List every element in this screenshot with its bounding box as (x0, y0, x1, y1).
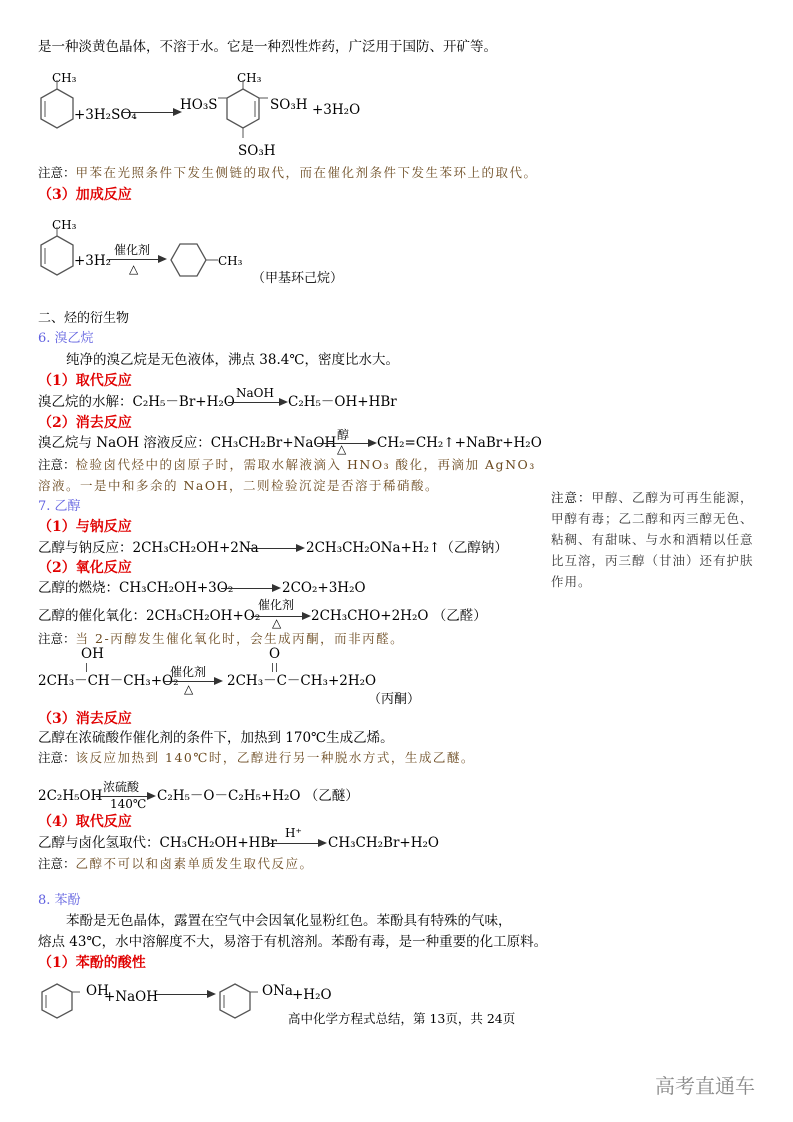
equation (38, 393, 235, 411)
paragraph: 熔点 43℃，水中溶解度不大，易溶于有机溶剂。苯酚有毒，是一种重要的化工原料。 (38, 934, 548, 950)
benzene-ring-icon (40, 88, 74, 130)
water: +H₂O (292, 987, 332, 1003)
note-text: 甲苯在光照条件下发生侧链的取代，而在催化剂条件下发生苯环上的取代。 (75, 165, 538, 180)
eq-left: CH₃CH₂OH+3O₂ (119, 580, 234, 596)
note-label: 注意： (38, 856, 76, 871)
heading: （4）取代反应 (38, 814, 132, 830)
paragraph: 苯酚是无色晶体，露置在空气中会因氧化显粉红色。苯酚具有特殊的气味， (66, 913, 512, 929)
carbonyl-oxygen: O (269, 646, 281, 662)
eq-right: CH₃CH₂Br+H₂O (328, 835, 439, 851)
note-continued: 溶液。一是中和多余的 NaOH，二则检验沉淀是否溶于稀硝酸。 (38, 478, 440, 493)
eq-right: C₂H₅－O－C₂H₅+H₂O （乙醚） (157, 788, 359, 804)
eq-left: 2C₂H₅OH (38, 788, 103, 804)
reaction-arrow (245, 548, 303, 549)
note-label: 注意： (551, 490, 592, 505)
note-text: 该反应加热到 140℃时，乙醇进行另一种脱水方式，生成乙醚。 (75, 750, 475, 765)
product-ch3: CH₃ (237, 71, 262, 85)
eq-label: 乙醇的催化氧化： (38, 608, 146, 624)
eq-right: C₂H₅－OH+HBr (288, 394, 397, 410)
condition: H⁺ (285, 826, 302, 840)
eq-label: 乙醇与卤化氢取代： (38, 835, 160, 851)
eq-right: 2CH₃CH₂ONa+H₂↑（乙醇钠） (306, 540, 508, 556)
note-label: 注意： (38, 457, 76, 472)
condition-bottom: △ (129, 262, 139, 276)
eq-label: 溴乙烷的水解： (38, 394, 133, 410)
equation (38, 579, 233, 597)
condition-bottom: △ (184, 682, 194, 696)
note-label: 注意： (38, 750, 76, 765)
reaction-arrow (267, 843, 325, 844)
eq-right: CH₂=CH₂↑+NaBr+H₂O (377, 435, 542, 451)
benzene-ring-icon (218, 983, 252, 1019)
equation (38, 434, 336, 452)
condition: NaOH (236, 386, 274, 400)
heading: （1）苯酚的酸性 (38, 955, 146, 971)
equation (38, 607, 260, 625)
eq-left: 2CH₃CH₂OH+2Na (132, 540, 259, 556)
note-label: 注意： (38, 631, 76, 646)
note-text: 乙醇不可以和卤素单质发生取代反应。 (75, 856, 314, 871)
reaction-arrow (221, 588, 279, 589)
reaction-arrow (228, 402, 286, 403)
note (38, 164, 538, 182)
eq-left: CH₃CH₂Br+NaOH (210, 435, 337, 451)
product-name: （丙酮） (368, 692, 421, 707)
section-title: 二、烃的衍生物 (38, 311, 130, 326)
benzene-ring-icon (226, 88, 260, 130)
bottom-substituent: SO₃H (238, 143, 276, 159)
condition-top: 催化剂 (114, 243, 151, 257)
note (38, 749, 475, 767)
bond-line (86, 663, 87, 672)
eq-label: 乙醇与钠反应： (38, 540, 133, 556)
benzene-ring-icon (40, 235, 74, 277)
condition-top: 催化剂 (170, 665, 207, 679)
note-text: 当 2-丙醇发生催化氧化时，会生成丙酮，而非丙醛。 (75, 631, 405, 646)
heading: （3）消去反应 (38, 711, 132, 727)
eq-right: 2CH₃CHO+2H₂O （乙醛） (311, 608, 487, 624)
water: +3H₂O (312, 102, 361, 118)
equation (38, 539, 259, 557)
intro-text: 是一种淡黄色晶体，不溶于水。它是一种烈性炸药，广泛用于国防、开矿等。 (38, 39, 497, 55)
eq-label: 乙醇的燃烧： (38, 580, 119, 596)
eq-left: CH₃CH₂OH+HBr (159, 835, 277, 851)
product-name: （甲基环己烷） (252, 271, 344, 286)
note (38, 855, 314, 873)
condition-bottom: △ (337, 442, 347, 456)
eq-left: C₂H₅－Br+H₂O (132, 394, 235, 410)
paragraph: 纯净的溴乙烷是无色液体，沸点 38.4℃，密度比水大。 (66, 352, 399, 368)
hydroxyl-group: OH (86, 983, 109, 999)
heading: （2）氧化反应 (38, 560, 132, 576)
condition-top: 浓硫酸 (103, 780, 140, 794)
reagent: +NaOH (104, 989, 159, 1005)
condition-top: 催化剂 (258, 598, 295, 612)
page-footer: 高中化学方程式总结，第 13页，共 24页 (288, 1011, 516, 1026)
left-substituent: HO₃S (180, 97, 218, 113)
reagent: +3H₂ (74, 253, 112, 269)
condition-bottom: △ (272, 616, 282, 630)
heading: （1）取代反应 (38, 373, 132, 389)
reaction-arrow (156, 994, 214, 995)
subsection-title: 6. 溴乙烷 (38, 331, 94, 346)
condition-top: 醇 (337, 428, 350, 442)
paragraph: 乙醇在浓硫酸作催化剂的条件下，加热到 170℃生成乙烯。 (38, 730, 394, 746)
eq-right: 2CH₃－C－CH₃+2H₂O (227, 673, 377, 689)
reaction-arrow (122, 112, 180, 113)
note-text: 检验卤代烃中的卤原子时，需取水解液滴入 HNO₃ 酸化，再滴加 AgNO₃ (75, 457, 536, 472)
double-bond (272, 663, 277, 672)
hydroxyl-group: OH (81, 646, 104, 662)
eq-label: 溴乙烷与 NaOH 溶液反应： (38, 435, 211, 451)
benzene-ring-icon (40, 983, 74, 1019)
note-text: 甲醇、乙醇为可再生能源，甲醇有毒；乙二醇和丙三醇无色、粘稠、有甜味、与水和酒精以任意比互溶，丙三醇（甘油）还有护肤作用。 (551, 490, 754, 589)
heading-addition: （3）加成反应 (38, 187, 132, 203)
eq-right: 2CO₂+3H₂O (282, 580, 366, 596)
eq-left: 2CH₃CH₂OH+O₂ (146, 608, 261, 624)
right-substituent: SO₃H (270, 97, 308, 113)
reaction-arrow (107, 259, 165, 260)
note-label: 注意： (38, 165, 76, 180)
subsection-title: 7. 乙醇 (38, 499, 81, 514)
eq-left: 2CH₃－CH－CH₃+O₂ (38, 673, 179, 689)
heading: （1）与钠反应 (38, 519, 132, 535)
product-ch3: CH₃ (218, 254, 243, 268)
toluene-ch3: CH₃ (52, 218, 77, 232)
condition-bottom: 140℃ (110, 797, 147, 811)
subsection-title: 8. 苯酚 (38, 893, 81, 908)
reagent: +3H₂SO₄ (74, 107, 137, 123)
phenoxide-group: ONa (262, 983, 293, 999)
note (38, 456, 536, 474)
watermark: 高考直通车 (655, 1074, 755, 1098)
equation (38, 834, 277, 852)
heading: （2）消去反应 (38, 415, 132, 431)
side-note (551, 487, 761, 592)
toluene-ch3: CH₃ (52, 71, 77, 85)
